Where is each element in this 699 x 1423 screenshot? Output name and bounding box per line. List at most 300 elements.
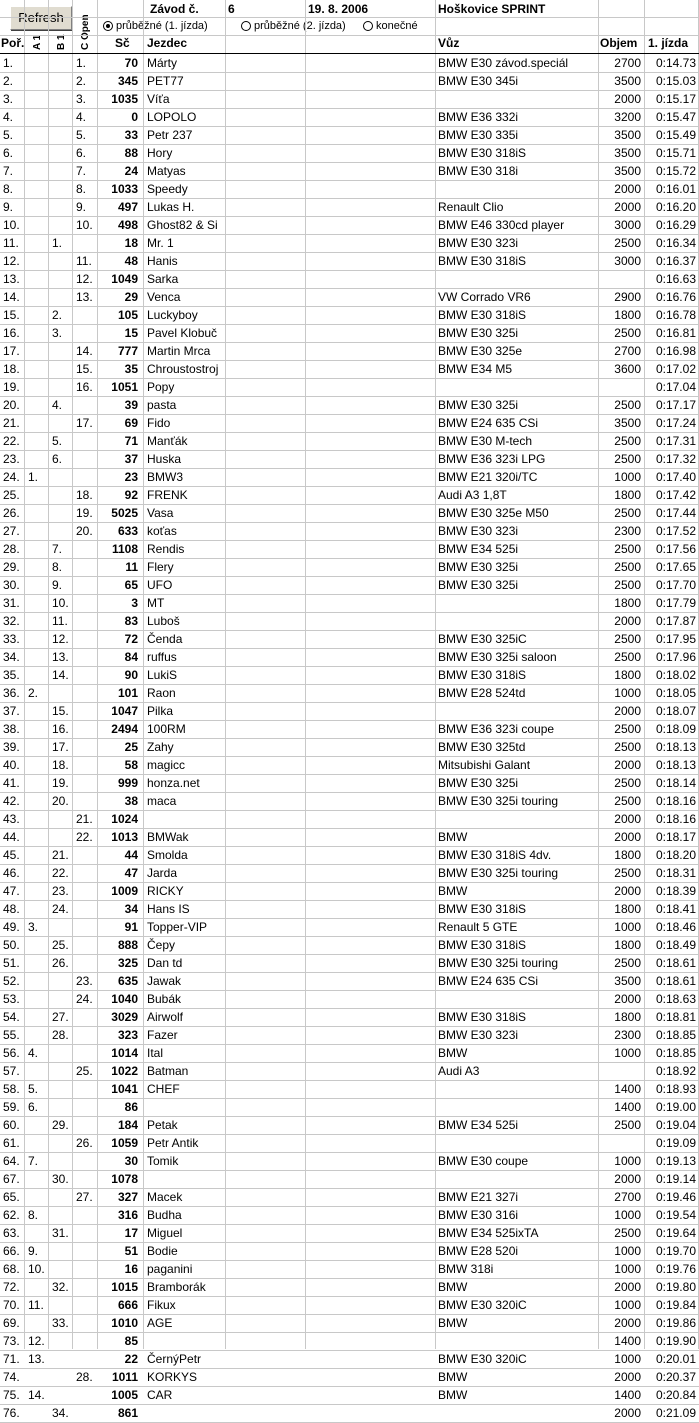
poradi-cell: 53. (3, 992, 20, 1006)
start-number-cell: 24 (124, 164, 138, 178)
car-cell: BMW E30 325e M50 (438, 506, 549, 520)
poradi-cell: 20. (3, 398, 20, 412)
table-row (0, 145, 699, 163)
poradi-cell: 54. (3, 1010, 20, 1024)
car-cell: BMW E30 316i (438, 1208, 519, 1222)
poradi-cell: 10. (3, 218, 20, 232)
start-number-cell: 101 (117, 686, 138, 700)
c-open-cell (76, 1009, 96, 1026)
driver-cell: Topper-VIP (147, 920, 208, 934)
time-cell: 0:17.70 (655, 578, 696, 592)
b1-cell: 14. (52, 668, 69, 682)
driver-cell: Manťák (147, 434, 188, 448)
poradi-cell: 8. (3, 182, 14, 196)
driver-cell: CAR (147, 1388, 173, 1402)
volume-cell: 1400 (614, 1082, 641, 1096)
car-cell: Audi A3 1,8T (438, 488, 507, 502)
time-cell: 0:17.04 (655, 380, 696, 394)
a1-cell (28, 451, 48, 468)
driver-cell: Fido (147, 416, 171, 430)
start-number-cell: 29 (124, 290, 138, 304)
driver-cell: Fikux (147, 1298, 176, 1312)
start-number-cell: 72 (124, 632, 138, 646)
a1-cell (28, 397, 48, 414)
c-open-cell: 6. (76, 146, 87, 160)
volume-cell: 1000 (614, 1208, 641, 1222)
start-number-cell: 777 (117, 344, 138, 358)
time-cell: 0:16.37 (655, 254, 696, 268)
c-open-cell: 13. (76, 290, 93, 304)
volume-cell: 2500 (614, 434, 641, 448)
c-open-cell (76, 397, 96, 414)
b1-cell (52, 1297, 74, 1314)
a1-cell (28, 991, 48, 1008)
c-open-cell (76, 865, 96, 882)
poradi-cell: 44. (3, 830, 20, 844)
b1-cell (52, 1153, 74, 1170)
poradi-cell: 33. (3, 632, 20, 646)
c-open-cell (76, 883, 96, 900)
driver-cell (147, 1171, 225, 1188)
volume-cell: 2700 (614, 344, 641, 358)
driver-cell: Jawak (147, 974, 182, 988)
c-open-cell (76, 325, 96, 342)
car-cell (438, 1405, 598, 1422)
radio-label: průběžné (2. jízda) (254, 20, 346, 32)
driver-cell: BMW3 (147, 470, 183, 484)
driver-cell: Bramborák (147, 1280, 206, 1294)
car-cell: BMW E30 325i (438, 326, 519, 340)
col-header-b1: B 1 (56, 34, 67, 50)
time-cell: 0:18.16 (655, 812, 696, 826)
poradi-cell: 71. (3, 1352, 20, 1366)
b1-cell (52, 505, 74, 522)
poradi-cell: 14. (3, 290, 20, 304)
volume-cell (599, 379, 641, 396)
time-cell: 0:17.95 (655, 632, 696, 646)
volume-cell: 2000 (614, 1172, 641, 1186)
a1-cell (28, 973, 48, 990)
car-cell (438, 1081, 598, 1098)
poradi-cell: 21. (3, 416, 20, 430)
driver-cell: Flery (147, 560, 174, 574)
start-number-cell: 1024 (111, 812, 138, 826)
a1-cell (28, 1225, 48, 1242)
b1-cell (52, 1063, 74, 1080)
table-row (0, 1261, 699, 1279)
a1-cell (28, 271, 48, 288)
a1-cell (28, 811, 48, 828)
time-cell: 0:15.03 (655, 74, 696, 88)
b1-cell: 15. (52, 704, 69, 718)
radio-prubezne-2[interactable] (241, 18, 346, 34)
a1-cell: 7. (28, 1154, 39, 1168)
table-row (0, 415, 699, 433)
volume-cell: 3500 (614, 974, 641, 988)
poradi-cell: 73. (3, 1334, 20, 1348)
table-row (0, 1099, 699, 1117)
time-cell: 0:17.65 (655, 560, 696, 574)
event-name: Hoškovice SPRINT (438, 2, 546, 16)
table-row (0, 1189, 699, 1207)
poradi-cell: 75. (3, 1388, 20, 1402)
poradi-cell: 55. (3, 1028, 20, 1042)
time-cell: 0:18.07 (655, 704, 696, 718)
volume-cell: 2500 (614, 866, 641, 880)
table-row (0, 1369, 699, 1387)
start-number-cell: 1047 (111, 704, 138, 718)
c-open-cell: 4. (76, 110, 87, 124)
c-open-cell (76, 1171, 96, 1188)
time-cell: 0:16.78 (655, 308, 696, 322)
start-number-cell: 85 (124, 1334, 138, 1348)
volume-cell: 1000 (614, 1298, 641, 1312)
poradi-cell: 7. (3, 164, 14, 178)
a1-cell (28, 1405, 48, 1422)
b1-cell: 25. (52, 938, 69, 952)
c-open-cell (76, 1099, 96, 1116)
c-open-cell (76, 919, 96, 936)
volume-cell: 2300 (614, 1028, 641, 1042)
car-cell: BMW E30 318iS (438, 938, 527, 952)
poradi-cell: 41. (3, 776, 20, 790)
table-row (0, 361, 699, 379)
table-row (0, 217, 699, 235)
volume-cell: 1800 (614, 308, 641, 322)
a1-cell (28, 775, 48, 792)
volume-cell: 2000 (614, 182, 641, 196)
driver-cell: Budha (147, 1208, 182, 1222)
volume-cell: 2500 (614, 578, 641, 592)
refresh-button[interactable]: Refresh (10, 6, 72, 30)
b1-cell: 7. (52, 542, 63, 556)
c-open-cell: 19. (76, 506, 93, 520)
table-row (0, 955, 699, 973)
a1-cell (28, 325, 48, 342)
driver-cell: Pavel Klobuč (147, 326, 218, 340)
a1-cell (28, 829, 48, 846)
start-number-cell: 33 (124, 128, 138, 142)
table-row (0, 901, 699, 919)
table-row (0, 1207, 699, 1225)
driver-cell: LukiS (147, 668, 178, 682)
poradi-cell: 28. (3, 542, 20, 556)
table-row (0, 775, 699, 793)
start-number-cell: 1059 (111, 1136, 138, 1150)
c-open-cell: 22. (76, 830, 93, 844)
driver-cell: Čepy (147, 938, 176, 952)
driver-cell: Venca (147, 290, 181, 304)
driver-cell: ČernýPetr (147, 1352, 202, 1366)
table-row (0, 721, 699, 739)
poradi-cell: 6. (3, 146, 14, 160)
b1-cell (52, 1189, 74, 1206)
car-cell: BMW E30 318iS (438, 254, 527, 268)
b1-cell: 29. (52, 1118, 69, 1132)
a1-cell (28, 721, 48, 738)
poradi-cell: 61. (3, 1136, 20, 1150)
radio-konecne[interactable] (363, 18, 418, 34)
c-open-cell (76, 1117, 96, 1134)
time-cell: 0:17.79 (655, 596, 696, 610)
b1-cell: 8. (52, 560, 63, 574)
time-cell: 0:16.98 (655, 344, 696, 358)
a1-cell (28, 55, 48, 72)
time-cell: 0:17.96 (655, 650, 696, 664)
race-number: 6 (228, 2, 235, 16)
start-number-cell: 1015 (111, 1280, 138, 1294)
poradi-cell: 69. (3, 1316, 20, 1330)
b1-cell (52, 145, 74, 162)
driver-cell: Petr Antik (147, 1136, 199, 1150)
a1-cell (28, 415, 48, 432)
radio-label: konečné (376, 20, 418, 32)
driver-cell (147, 1333, 225, 1350)
time-cell: 0:18.81 (655, 1010, 696, 1024)
driver-cell: LOPOLO (147, 110, 197, 124)
start-number-cell: 999 (117, 776, 138, 790)
a1-cell (28, 793, 48, 810)
start-number-cell: 3 (131, 596, 138, 610)
poradi-cell: 50. (3, 938, 20, 952)
b1-cell (52, 217, 74, 234)
b1-cell (52, 469, 74, 486)
table-row (0, 1081, 699, 1099)
c-open-cell: 21. (76, 812, 93, 826)
a1-cell (28, 883, 48, 900)
car-cell: BMW E30 318iS (438, 902, 527, 916)
driver-cell: Raon (147, 686, 176, 700)
driver-cell: Mr. 1 (147, 236, 174, 250)
volume-cell: 2500 (614, 326, 641, 340)
radio-selected-icon (103, 21, 113, 31)
c-open-cell (76, 235, 96, 252)
start-number-cell: 90 (124, 668, 138, 682)
volume-cell: 1800 (614, 1010, 641, 1024)
volume-cell: 1000 (614, 1352, 641, 1366)
start-number-cell: 30 (124, 1154, 138, 1168)
time-cell: 0:19.76 (655, 1262, 696, 1276)
poradi-cell: 45. (3, 848, 20, 862)
car-cell: BMW E30 323i (438, 1028, 519, 1042)
table-row (0, 991, 699, 1009)
b1-cell: 33. (52, 1316, 69, 1330)
start-number-cell: 316 (117, 1208, 138, 1222)
time-cell: 0:19.46 (655, 1190, 696, 1204)
table-row (0, 937, 699, 955)
poradi-cell: 3. (3, 92, 14, 106)
start-number-cell: 44 (124, 848, 138, 862)
volume-cell: 1800 (614, 668, 641, 682)
c-open-cell (76, 541, 96, 558)
poradi-cell: 30. (3, 578, 20, 592)
table-row (0, 919, 699, 937)
start-number-cell: 1014 (111, 1046, 138, 1060)
col-header-c-open: C Open (80, 14, 91, 50)
poradi-cell: 25. (3, 488, 20, 502)
a1-cell (28, 73, 48, 90)
car-cell: BMW E30 318iS (438, 668, 527, 682)
a1-cell (28, 505, 48, 522)
time-cell: 0:15.47 (655, 110, 696, 124)
car-cell: Renault 5 GTE (438, 920, 518, 934)
b1-cell (52, 271, 74, 288)
volume-cell: 2500 (614, 740, 641, 754)
b1-cell (52, 487, 74, 504)
poradi-cell: 65. (3, 1190, 20, 1204)
time-cell: 0:16.01 (655, 182, 696, 196)
c-open-cell (76, 793, 96, 810)
volume-cell: 2500 (614, 542, 641, 556)
driver-cell: Zahy (147, 740, 174, 754)
radio-prubezne-1[interactable] (103, 18, 208, 34)
start-number-cell: 15 (124, 326, 138, 340)
table-row (0, 523, 699, 541)
poradi-cell: 57. (3, 1064, 20, 1078)
poradi-cell: 48. (3, 902, 20, 916)
volume-cell: 2000 (614, 1316, 641, 1330)
start-number-cell: 23 (124, 470, 138, 484)
a1-cell (28, 667, 48, 684)
start-number-cell: 1051 (111, 380, 138, 394)
c-open-cell: 1. (76, 56, 87, 70)
time-cell: 0:18.16 (655, 794, 696, 808)
b1-cell: 5. (52, 434, 63, 448)
time-cell: 0:16.63 (655, 272, 696, 286)
volume-cell (599, 271, 641, 288)
c-open-cell: 26. (76, 1136, 93, 1150)
car-cell: BMW E21 327i (438, 1190, 519, 1204)
poradi-cell: 5. (3, 128, 14, 142)
table-row (0, 235, 699, 253)
time-cell: 0:19.54 (655, 1208, 696, 1222)
c-open-cell (76, 577, 96, 594)
volume-cell: 1400 (614, 1334, 641, 1348)
c-open-cell: 12. (76, 272, 93, 286)
b1-cell (52, 343, 74, 360)
poradi-cell: 17. (3, 344, 20, 358)
b1-cell: 28. (52, 1028, 69, 1042)
a1-cell (28, 289, 48, 306)
b1-cell (52, 1333, 74, 1350)
c-open-cell (76, 1387, 96, 1404)
table-row (0, 757, 699, 775)
start-number-cell: 1078 (111, 1172, 138, 1186)
b1-cell (52, 415, 74, 432)
table-row (0, 307, 699, 325)
time-cell: 0:17.42 (655, 488, 696, 502)
volume-cell: 2000 (614, 758, 641, 772)
start-number-cell: 1009 (111, 884, 138, 898)
car-cell (438, 703, 598, 720)
driver-cell: Bubák (147, 992, 182, 1006)
car-cell: BMW E28 524td (438, 686, 526, 700)
start-number-cell: 86 (124, 1100, 138, 1114)
table-row (0, 1027, 699, 1045)
table-row (0, 289, 699, 307)
poradi-cell: 9. (3, 200, 14, 214)
car-cell: BMW E30 325i touring (438, 956, 559, 970)
c-open-cell (76, 1351, 96, 1368)
start-number-cell: 105 (117, 308, 138, 322)
start-number-cell: 323 (117, 1028, 138, 1042)
c-open-cell (76, 595, 96, 612)
b1-cell: 31. (52, 1226, 69, 1240)
b1-cell (52, 1207, 74, 1224)
table-row (0, 865, 699, 883)
time-cell: 0:19.90 (655, 1334, 696, 1348)
volume-cell: 1400 (614, 1388, 641, 1402)
volume-cell: 2500 (614, 650, 641, 664)
b1-cell: 19. (52, 776, 69, 790)
car-cell: Mitsubishi Galant (438, 758, 531, 772)
car-cell: BMW E30 325i touring (438, 794, 559, 808)
driver-cell: honza.net (147, 776, 200, 790)
time-cell: 0:18.39 (655, 884, 696, 898)
driver-cell: Víťa (147, 92, 170, 106)
poradi-cell: 47. (3, 884, 20, 898)
c-open-cell (76, 1405, 96, 1422)
a1-cell (28, 595, 48, 612)
b1-cell: 26. (52, 956, 69, 970)
c-open-cell (76, 1045, 96, 1062)
poradi-cell: 67. (3, 1172, 20, 1186)
time-cell: 0:18.49 (655, 938, 696, 952)
poradi-cell: 70. (3, 1298, 20, 1312)
poradi-cell: 62. (3, 1208, 20, 1222)
start-number-cell: 47 (124, 866, 138, 880)
start-number-cell: 35 (124, 362, 138, 376)
table-row (0, 739, 699, 757)
c-open-cell: 11. (76, 254, 92, 268)
table-row (0, 829, 699, 847)
b1-cell: 34. (52, 1406, 69, 1420)
table-row (0, 703, 699, 721)
car-cell: BMW E30 325i (438, 398, 519, 412)
b1-cell: 18. (52, 758, 69, 772)
poradi-cell: 13. (3, 272, 20, 286)
table-row (0, 469, 699, 487)
table-row (0, 649, 699, 667)
volume-cell: 2000 (614, 992, 641, 1006)
time-cell: 0:17.17 (655, 398, 696, 412)
volume-cell: 2500 (614, 560, 641, 574)
b1-cell (52, 91, 74, 108)
driver-cell: Petr 237 (147, 128, 193, 142)
b1-cell (52, 361, 74, 378)
time-cell: 0:18.14 (655, 776, 696, 790)
start-number-cell: 498 (117, 218, 138, 232)
car-cell (438, 991, 598, 1008)
time-cell: 0:17.24 (655, 416, 696, 430)
table-row (0, 379, 699, 397)
a1-cell (28, 613, 48, 630)
driver-cell: Huska (147, 452, 182, 466)
driver-cell: Lukas H. (147, 200, 195, 214)
car-cell (438, 1333, 598, 1350)
driver-cell (147, 1405, 225, 1422)
c-open-cell: 25. (76, 1064, 93, 1078)
driver-cell: Bodie (147, 1244, 178, 1258)
race-date: 19. 8. 2006 (308, 2, 369, 16)
car-cell: BMW (438, 1388, 468, 1402)
driver-cell: BMWak (147, 830, 189, 844)
a1-cell (28, 1279, 48, 1296)
driver-cell (147, 1099, 225, 1116)
driver-cell: paganini (147, 1262, 193, 1276)
c-open-cell (76, 1243, 96, 1260)
c-open-cell: 17. (76, 416, 93, 430)
